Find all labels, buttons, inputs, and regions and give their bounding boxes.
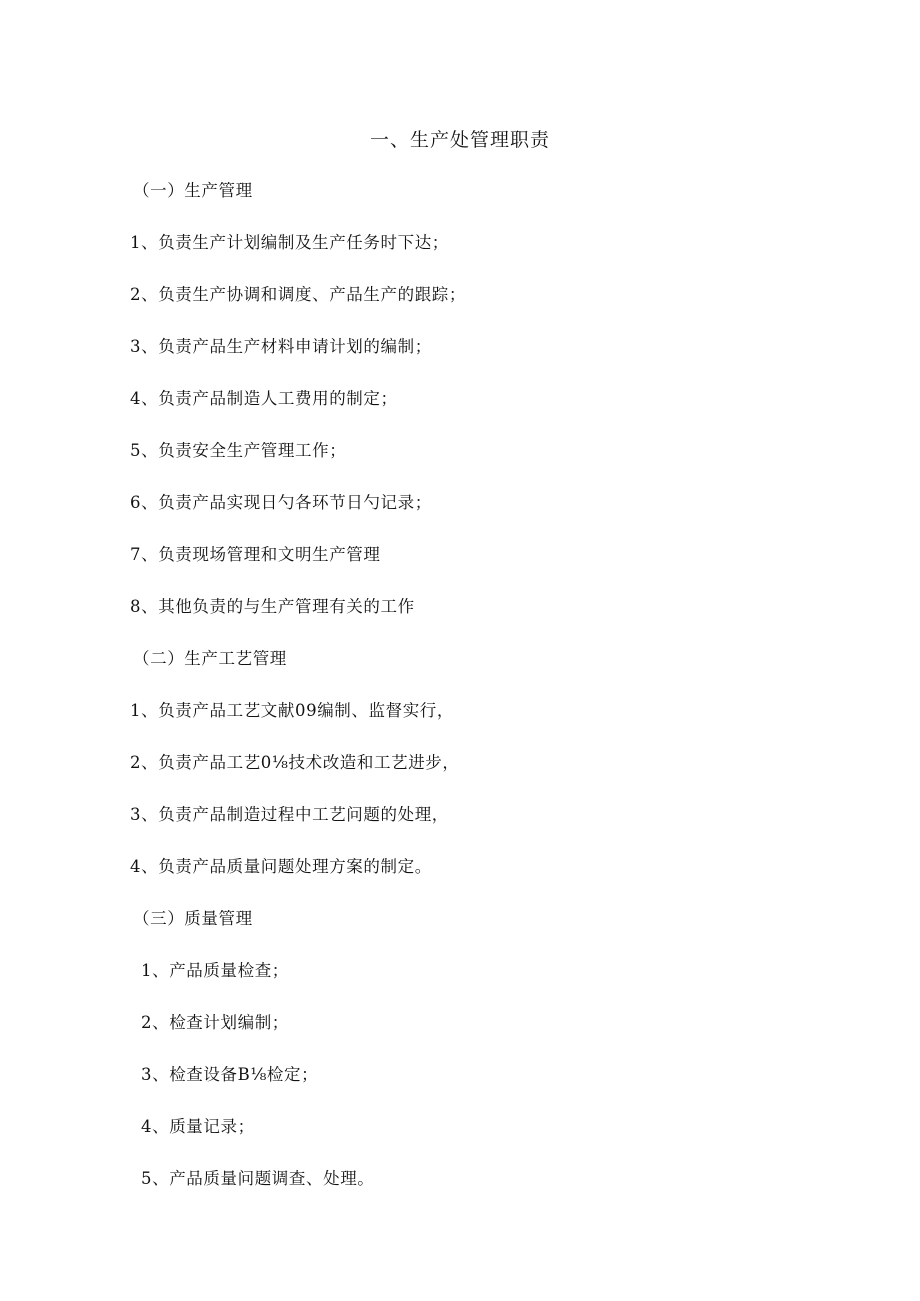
list-item: 8、其他负责的与生产管理有关的工作 [130,597,415,616]
list-item: 4、质量记录； [141,1117,255,1136]
list-item: 3、负责产品生产材料申请计划的编制； [130,337,432,356]
page-title: 一、生产处管理职责 [369,129,550,151]
section-heading-quality: （三）质量管理 [133,909,253,928]
list-item: 1、负责产品工艺文献09编制、监督实行， [130,701,454,720]
section-heading-production: （一）生产管理 [133,181,253,200]
list-item: 4、负责产品质量问题处理方案的制定。 [130,857,432,876]
list-item: 3、检查设备B⅛检定； [141,1065,319,1084]
list-item: 6、负责产品实现日勺各环节日勺记录； [130,493,432,512]
list-item: 1、产品质量检查； [141,961,289,980]
list-item: 3、负责产品制造过程中工艺问题的处理， [130,805,449,824]
list-item: 4、负责产品制造人工费用的制定； [130,389,398,408]
list-item: 2、检查计划编制； [141,1013,289,1032]
list-item: 5、产品质量问题调查、处理。 [141,1169,375,1188]
section-heading-process: （二）生产工艺管理 [133,649,287,668]
list-item: 1、负责生产计划编制及生产任务时下达； [130,233,449,252]
list-item: 2、负责产品工艺0⅛技术改造和工艺进步， [130,753,460,772]
list-item: 7、负责现场管理和文明生产管理 [130,545,381,564]
list-item: 5、负责安全生产管理工作； [130,441,347,460]
list-item: 2、负责生产协调和调度、产品生产的跟踪； [130,285,466,304]
